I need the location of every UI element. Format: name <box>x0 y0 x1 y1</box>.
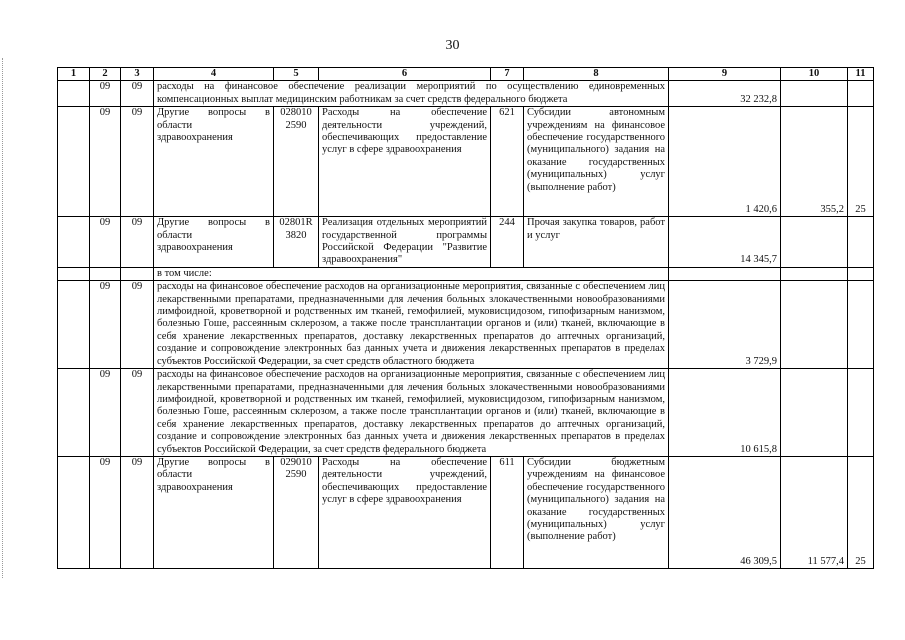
target-article-name: Расходы на обеспечение деятельности учреждений, обеспечивающих предоставление услуг в сфере здравоохранения <box>319 456 491 568</box>
budget-table <box>57 67 874 569</box>
target-article-name: Реализация отдельных мероприятий государственной программы Российской Федерации "Развитие здравоохранения" <box>319 217 491 268</box>
section-code: 09 <box>90 456 121 568</box>
header-cell: 1 <box>58 68 90 81</box>
header-cell: 5 <box>274 68 319 81</box>
section-code: 09 <box>90 81 121 107</box>
expense-type-name: Прочая закупка товаров, работ и услуг <box>524 217 669 268</box>
expense-type-code: 621 <box>491 107 524 217</box>
percent-value: 25 <box>848 456 874 568</box>
header-cell: 7 <box>491 68 524 81</box>
section-code: 09 <box>90 281 121 369</box>
expense-type-name: Субсидии бюджетным учреждениям на финансовое обеспечение государственного (муниципального) задания на оказание государственных (муниципальных) услуг (выполнение работ) <box>524 456 669 568</box>
target-article-code: 02801R 3820 <box>274 217 319 268</box>
header-cell: 4 <box>154 68 274 81</box>
section-code: 09 <box>90 369 121 457</box>
binding-margin <box>2 58 5 578</box>
subsection-name: Другие вопросы в области здравоохранения <box>154 456 274 568</box>
table-row <box>58 107 874 217</box>
header-cell: 2 <box>90 68 121 81</box>
target-article-name: Расходы на обеспечение деятельности учреждений, обеспечивающих предоставление услуг в сфере здравоохранения <box>319 107 491 217</box>
percent-value: 25 <box>848 107 874 217</box>
amount-value: 3 729,9 <box>669 281 781 369</box>
subsection-code: 09 <box>121 217 154 268</box>
amount-share-value: 11 577,4 <box>781 456 848 568</box>
header-cell: 6 <box>319 68 491 81</box>
row-description: расходы на финансовое обеспечение расходов на организационные мероприятия, связанные с обеспечением лиц лекарственными препаратами, предназначенными для лечения больных злокачественными новообразованиями лимфоидной, кроветворной и родственных им тканей, гемофилией, муковисцидозом, гипофизарным нанизмом, болезнью Гоше, рассеянным склерозом, а также после трансплантации органов и (или) тканей, включающие в себя хранение лекарственных препаратов, доставку лекарственных препаратов до аптечных организаций, создание и сопровождение электронных баз данных учета и движения лекарственных препаратов в пределах субъектов Российской Федерации, за счет средств областного бюджета <box>154 281 669 369</box>
expense-type-code: 244 <box>491 217 524 268</box>
amount-value: 46 309,5 <box>669 456 781 568</box>
target-article-code: 028010 2590 <box>274 107 319 217</box>
subsection-code: 09 <box>121 456 154 568</box>
subsection-code: 09 <box>121 81 154 107</box>
table-row <box>58 81 874 107</box>
header-cell: 10 <box>781 68 848 81</box>
subsection-code: 09 <box>121 369 154 457</box>
subsection-name: Другие вопросы в области здравоохранения <box>154 217 274 268</box>
table-row <box>58 267 874 280</box>
section-code: 09 <box>90 107 121 217</box>
table-row <box>58 281 874 369</box>
expense-type-name: Субсидии автономным учреждениям на финансовое обеспечение государственного (муниципального) задания на оказание государственных (муниципальных) услуг (выполнение работ) <box>524 107 669 217</box>
header-row <box>58 68 874 81</box>
table-row <box>58 369 874 457</box>
section-code: 09 <box>90 217 121 268</box>
subsection-name: Другие вопросы в области здравоохранения <box>154 107 274 217</box>
header-cell: 11 <box>848 68 874 81</box>
subsection-code: 09 <box>121 107 154 217</box>
header-cell: 9 <box>669 68 781 81</box>
expense-type-code: 611 <box>491 456 524 568</box>
page-number: 30 <box>445 38 460 53</box>
table-row <box>58 456 874 568</box>
amount-value: 32 232,8 <box>669 81 781 107</box>
table-row <box>58 217 874 268</box>
subsection-code: 09 <box>121 281 154 369</box>
amount-value: 1 420,6 <box>669 107 781 217</box>
amount-share-value: 355,2 <box>781 107 848 217</box>
row-description: расходы на финансовое обеспечение расходов на организационные мероприятия, связанные с обеспечением лиц лекарственными препаратами, предназначенными для лечения больных злокачественными новообразованиями лимфоидной, кроветворной и родственных им тканей, гемофилией, муковисцидозом, гипофизарным нанизмом, болезнью Гоше, рассеянным склерозом, а также после трансплантации органов и (или) тканей, включающие в себя хранение лекарственных препаратов, доставку лекарственных препаратов до аптечных организаций, создание и сопровождение электронных баз данных учета и движения лекарственных препаратов в пределах субъектов Российской Федерации, за счет средств федерального бюджета <box>154 369 669 457</box>
amount-value: 14 345,7 <box>669 217 781 268</box>
row-description: в том числе: <box>154 267 669 280</box>
header-cell: 8 <box>524 68 669 81</box>
row-description: расходы на финансовое обеспечение реализации мероприятий по осуществлению единовременных компенсационных выплат медицинским работникам за счет средств федерального бюджета <box>154 81 669 107</box>
amount-value: 10 615,8 <box>669 369 781 457</box>
header-cell: 3 <box>121 68 154 81</box>
target-article-code: 029010 2590 <box>274 456 319 568</box>
